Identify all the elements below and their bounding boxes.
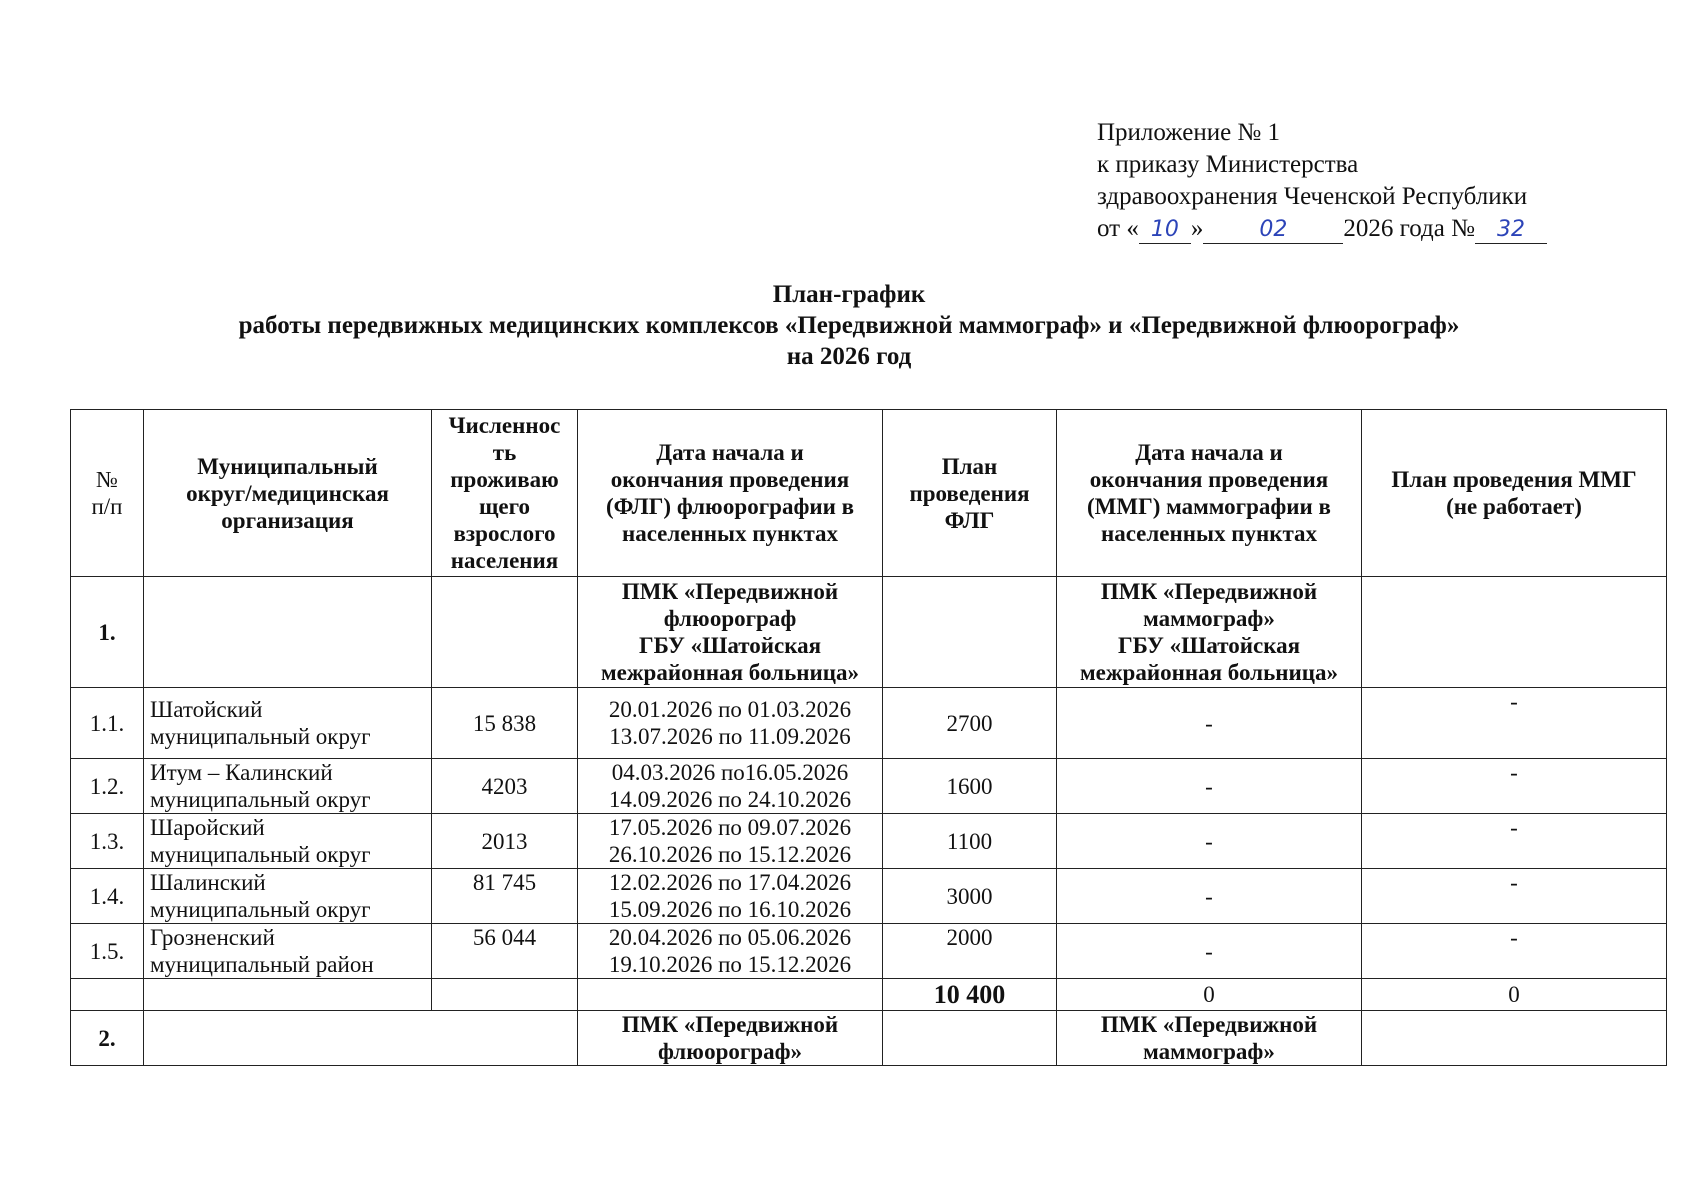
header-text: Муниципальный — [197, 453, 378, 479]
unit-text: межрайонная больница» — [600, 660, 859, 685]
row-mmg-plan: - — [1362, 688, 1667, 759]
row-flg-plan: 1100 — [883, 814, 1057, 869]
header-num-lines — [77, 466, 137, 520]
appendix-block — [1097, 117, 1547, 245]
row-population: 15 838 — [432, 688, 578, 759]
section-mmg-unit-lines — [1063, 1011, 1355, 1065]
title-line-1: План-график — [772, 281, 926, 308]
header-text: населенных пунктах — [621, 521, 839, 546]
header-text: ФЛГ — [944, 507, 995, 533]
header-text: организация — [221, 507, 354, 533]
district-text: муниципальный округ — [150, 897, 371, 922]
total-flg-plan: 10 400 — [883, 979, 1057, 1011]
date-range: 20.04.2026 по 05.06.2026 — [608, 925, 852, 950]
row-mmg-plan: - — [1362, 869, 1667, 924]
header-text: щего — [479, 494, 530, 519]
table-row — [71, 869, 1667, 924]
row-dates-lines — [584, 869, 876, 923]
total-row — [71, 979, 1667, 1011]
section-num: 1. — [71, 577, 144, 688]
district-text: муниципальный округ — [150, 787, 371, 812]
header-text: населенных пунктах — [1100, 521, 1318, 546]
section-row — [71, 577, 1667, 688]
handwritten-month: 02 — [1203, 217, 1343, 244]
total-mmg-plan: 0 — [1362, 979, 1667, 1011]
header-mmg-dates — [1057, 410, 1362, 577]
header-flg-dates-lines — [584, 439, 876, 547]
date-range: 17.05.2026 по 09.07.2026 — [608, 815, 852, 840]
row-flg-dates — [578, 814, 883, 869]
header-district — [144, 410, 432, 577]
header-text: План проведения ММГ — [1391, 467, 1637, 492]
section-mmg-unit-lines — [1063, 578, 1355, 686]
handwritten-order-number: 32 — [1475, 217, 1547, 244]
row-num: 1.2. — [71, 759, 144, 814]
header-text: (не работает) — [1446, 494, 1582, 519]
district-text: Грозненский — [150, 925, 275, 950]
table-row — [71, 924, 1667, 979]
header-num — [71, 410, 144, 577]
district-text: Шаройский — [150, 815, 265, 840]
row-district — [144, 688, 432, 759]
section-flg-unit — [578, 577, 883, 688]
unit-text: ГБУ «Шатойская — [638, 633, 822, 658]
empty-cell — [578, 979, 883, 1011]
appendix-date-line — [1097, 213, 1547, 245]
row-population: 81 745 — [432, 869, 578, 924]
section-row — [71, 1011, 1667, 1066]
table-row — [71, 688, 1667, 759]
row-district — [144, 924, 432, 979]
header-text: Численнос — [448, 413, 561, 438]
header-text: взрослого — [453, 521, 556, 546]
header-mmg-dates-lines — [1063, 439, 1355, 547]
row-mmg-dates: - — [1057, 688, 1362, 759]
row-mmg-plan: - — [1362, 814, 1667, 869]
unit-text: ГБУ «Шатойская — [1117, 633, 1301, 658]
header-population-lines — [438, 412, 571, 574]
row-flg-dates — [578, 759, 883, 814]
header-text: проведения — [909, 480, 1030, 506]
unit-text: ПМК «Передвижной — [621, 579, 839, 604]
date-suffix: 2026 года № — [1343, 215, 1475, 242]
row-population: 4203 — [432, 759, 578, 814]
header-text: окончания проведения — [610, 467, 850, 492]
date-range: 26.10.2026 по 15.12.2026 — [608, 842, 852, 867]
empty-cell — [1362, 1011, 1667, 1066]
row-dates-lines — [584, 924, 876, 978]
date-range: 15.09.2026 по 16.10.2026 — [608, 897, 852, 922]
header-text: округ/медицинская — [186, 480, 389, 506]
unit-text: маммограф» — [1143, 606, 1275, 631]
row-flg-plan: 3000 — [883, 869, 1057, 924]
section-mmg-unit — [1057, 577, 1362, 688]
unit-text: флюорограф» — [657, 1039, 803, 1064]
row-district-lines — [150, 759, 425, 813]
unit-text: ПМК «Передвижной — [1100, 579, 1318, 604]
header-row — [71, 410, 1667, 577]
row-flg-dates — [578, 869, 883, 924]
row-mmg-dates: - — [1057, 924, 1362, 979]
row-flg-plan: 1600 — [883, 759, 1057, 814]
row-mmg-dates: - — [1057, 869, 1362, 924]
document-title — [0, 279, 1698, 372]
header-text: Дата начала и — [1135, 440, 1283, 465]
header-district-lines — [150, 453, 425, 534]
date-range: 20.01.2026 по 01.03.2026 — [608, 697, 852, 722]
row-district-lines — [150, 814, 425, 868]
date-range: 13.07.2026 по 11.09.2026 — [609, 724, 851, 749]
header-flg-plan — [883, 410, 1057, 577]
table-row — [71, 814, 1667, 869]
header-text: (ММГ) маммографии в — [1087, 494, 1331, 519]
row-district — [144, 759, 432, 814]
header-text: (ФЛГ) флюорографии в — [605, 494, 855, 519]
row-flg-plan: 2700 — [883, 688, 1057, 759]
date-range: 12.02.2026 по 17.04.2026 — [608, 870, 852, 895]
section-flg-unit — [578, 1011, 883, 1066]
header-flg-plan-lines — [889, 453, 1050, 534]
header-text: № — [96, 467, 118, 492]
section-flg-unit-lines — [584, 578, 876, 686]
empty-cell — [144, 979, 432, 1011]
row-district-lines — [150, 869, 425, 923]
section-num: 2. — [71, 1011, 144, 1066]
row-district — [144, 869, 432, 924]
row-num: 1.1. — [71, 688, 144, 759]
row-population: 2013 — [432, 814, 578, 869]
row-num: 1.4. — [71, 869, 144, 924]
row-flg-plan: 2000 — [883, 924, 1057, 979]
row-flg-dates — [578, 924, 883, 979]
empty-cell — [883, 577, 1057, 688]
row-mmg-dates: - — [1057, 814, 1362, 869]
header-mmg-plan-lines — [1368, 466, 1660, 520]
district-text: муниципальный район — [150, 952, 374, 977]
row-flg-dates — [578, 688, 883, 759]
row-dates-lines — [584, 814, 876, 868]
row-dates-lines — [584, 696, 876, 750]
header-text: План — [941, 453, 998, 479]
district-text: Итум – Калинский — [150, 760, 333, 785]
total-mmg-dates: 0 — [1057, 979, 1362, 1011]
unit-text: флюорограф — [663, 606, 797, 631]
district-text: Шалинский — [150, 870, 266, 895]
date-mid: » — [1190, 215, 1204, 242]
unit-text: ПМК «Передвижной — [621, 1012, 839, 1037]
date-prefix: от « — [1097, 215, 1139, 242]
empty-cell — [144, 577, 432, 688]
row-district-lines — [150, 696, 425, 750]
unit-text: межрайонная больница» — [1079, 660, 1338, 685]
section-flg-unit-lines — [584, 1011, 876, 1065]
unit-text: ПМК «Передвижной — [1100, 1012, 1318, 1037]
district-text: муниципальный округ — [150, 842, 371, 867]
row-mmg-plan: - — [1362, 759, 1667, 814]
header-text: ть — [492, 440, 517, 465]
date-range: 19.10.2026 по 15.12.2026 — [608, 952, 852, 977]
schedule-table — [70, 409, 1667, 1066]
handwritten-day: 10 — [1139, 217, 1191, 244]
title-line-2: работы передвижных медицинских комплексов «Передвижной маммограф» и «Передвижной флюорограф» — [238, 312, 1460, 339]
empty-cell — [144, 1011, 578, 1066]
row-num: 1.5. — [71, 924, 144, 979]
empty-cell — [71, 979, 144, 1011]
empty-cell — [883, 1011, 1057, 1066]
header-text: п/п — [91, 494, 123, 519]
header-mmg-plan — [1362, 410, 1667, 577]
row-dates-lines — [584, 759, 876, 813]
appendix-ministry: здравоохранения Чеченской Республики — [1097, 183, 1528, 210]
header-text: проживаю — [450, 467, 559, 492]
date-range: 14.09.2026 по 24.10.2026 — [608, 787, 852, 812]
empty-cell — [1362, 577, 1667, 688]
row-district — [144, 814, 432, 869]
appendix-number: Приложение № 1 — [1097, 119, 1281, 146]
row-mmg-plan: - — [1362, 924, 1667, 979]
header-text: Дата начала и — [656, 440, 804, 465]
empty-cell — [432, 979, 578, 1011]
date-range: 04.03.2026 по16.05.2026 — [611, 760, 849, 785]
appendix-order-ref: к приказу Министерства — [1097, 151, 1359, 178]
table-row — [71, 759, 1667, 814]
row-district-lines — [150, 924, 425, 978]
unit-text: маммограф» — [1143, 1039, 1275, 1064]
row-num: 1.3. — [71, 814, 144, 869]
header-text: населения — [450, 548, 559, 573]
row-population: 56 044 — [432, 924, 578, 979]
row-mmg-dates: - — [1057, 759, 1362, 814]
header-text: окончания проведения — [1089, 467, 1329, 492]
title-line-3: на 2026 год — [786, 343, 912, 370]
section-mmg-unit — [1057, 1011, 1362, 1066]
header-population — [432, 410, 578, 577]
district-text: Шатойский — [150, 697, 263, 722]
empty-cell — [432, 577, 578, 688]
district-text: муниципальный округ — [150, 724, 371, 749]
header-flg-dates — [578, 410, 883, 577]
